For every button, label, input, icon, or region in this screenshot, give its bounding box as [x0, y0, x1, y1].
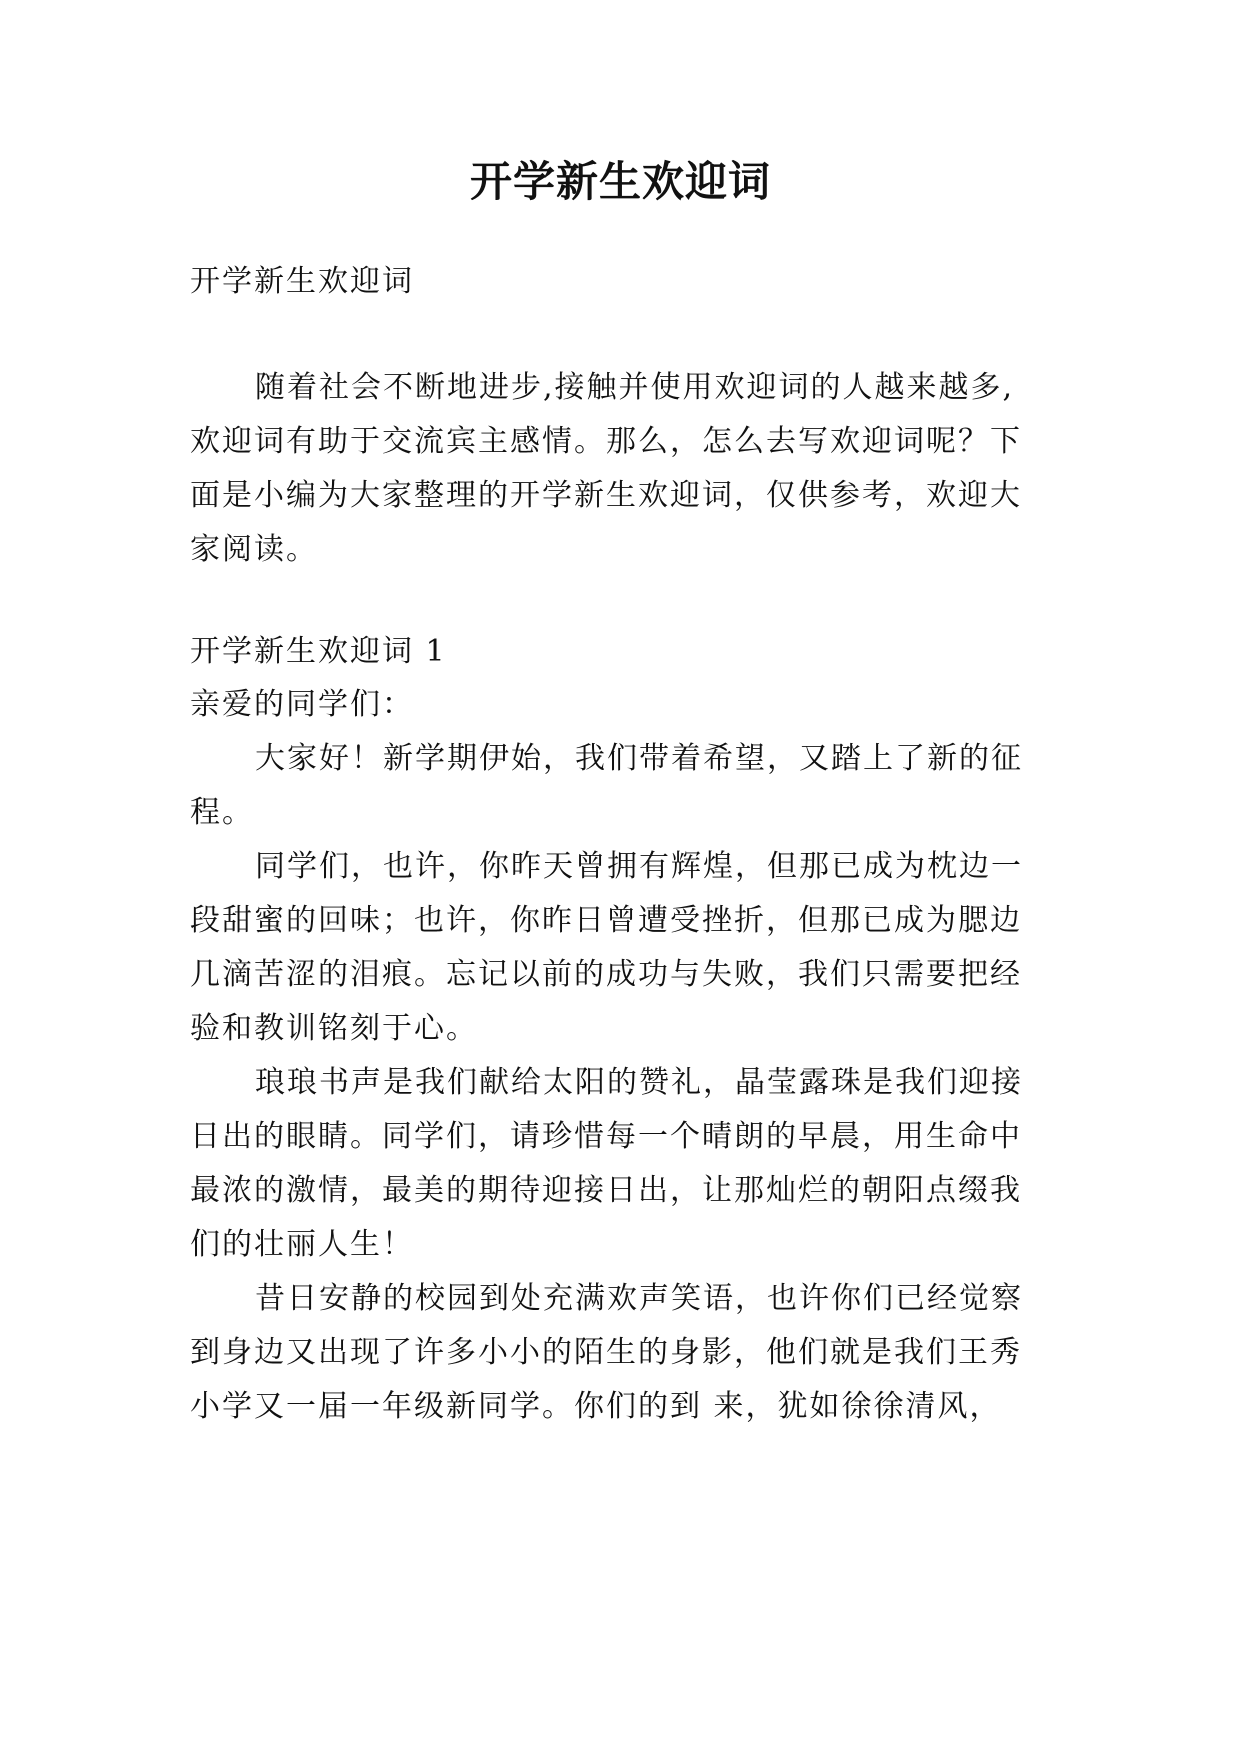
paragraph-line: 们的壮丽人生！	[190, 1227, 414, 1262]
paragraph-line: 最浓的激情，最美的期待迎接日出，让那灿烂的朝阳点缀我	[190, 1173, 1022, 1208]
document-title: 开学新生欢迎词	[469, 157, 771, 206]
paragraph-line: 几滴苦涩的泪痕。忘记以前的成功与失败，我们只需要把经	[190, 957, 1022, 992]
paragraph-line: 小学又一届一年级新同学。你们的到 来，犹如徐徐清风，	[190, 1389, 1002, 1424]
paragraph-line: 琅琅书声是我们献给太阳的赞礼，晶莹露珠是我们迎接	[255, 1065, 1023, 1100]
document-subtitle: 开学新生欢迎词	[190, 264, 414, 299]
intro-line: 随着社会不断地进步,接触并使用欢迎词的人越来越多,	[255, 370, 1015, 405]
intro-line: 面是小编为大家整理的开学新生欢迎词，仅供参考，欢迎大	[190, 478, 1022, 513]
paragraph-line: 昔日安静的校园到处充满欢声笑语，也许你们已经觉察	[255, 1281, 1023, 1316]
paragraph-line: 程。	[190, 795, 254, 830]
salutation: 亲爱的同学们：	[190, 687, 414, 722]
paragraph-line: 段甜蜜的回味；也许，你昨日曾遭受挫折，但那已成为腮边	[190, 903, 1022, 938]
section-heading: 开学新生欢迎词 1	[190, 634, 447, 669]
paragraph-line: 验和教训铭刻于心。	[190, 1011, 478, 1046]
paragraph-line: 到身边又出现了许多小小的陌生的身影，他们就是我们王秀	[190, 1335, 1022, 1370]
paragraph-line: 大家好！新学期伊始，我们带着希望，又踏上了新的征	[255, 741, 1023, 776]
paragraph-line: 日出的眼睛。同学们，请珍惜每一个晴朗的早晨，用生命中	[190, 1119, 1022, 1154]
intro-line: 欢迎词有助于交流宾主感情。那么，怎么去写欢迎词呢？下	[190, 424, 1022, 459]
intro-line: 家阅读。	[190, 532, 318, 567]
paragraph-line: 同学们，也许，你昨天曾拥有辉煌，但那已成为枕边一	[255, 849, 1023, 884]
